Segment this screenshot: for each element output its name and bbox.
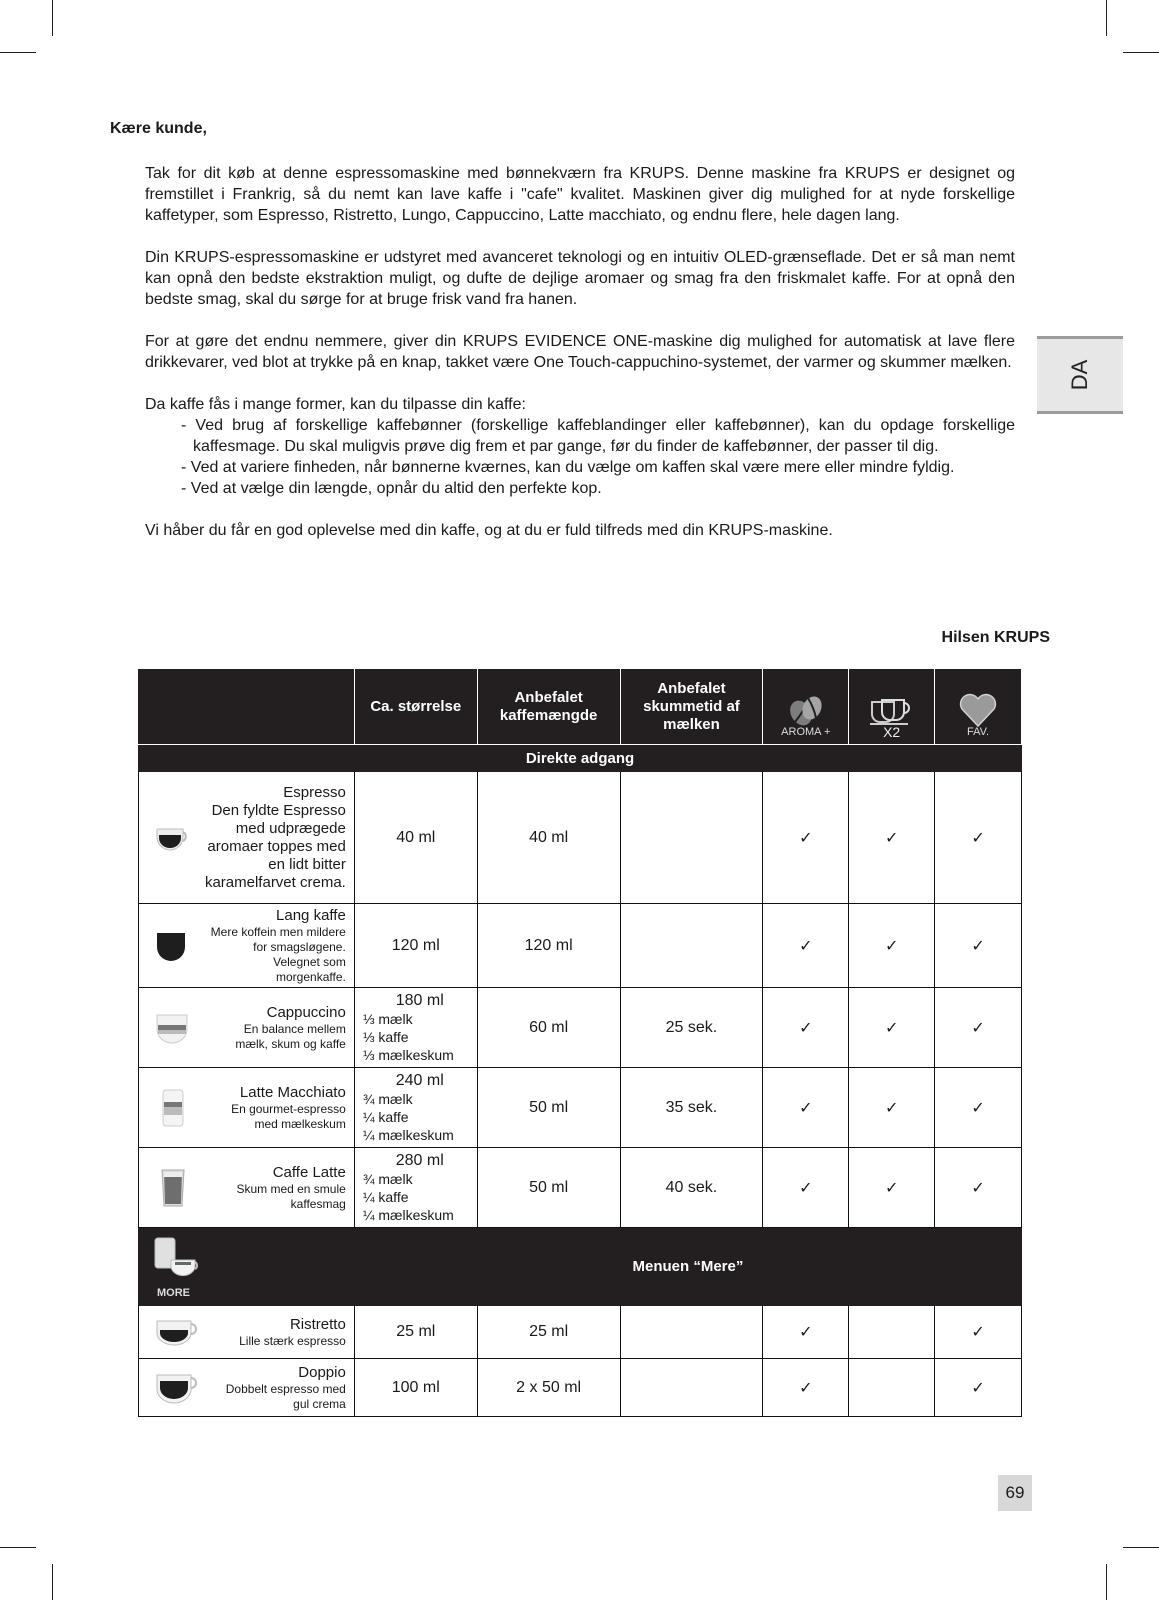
x2-check: ✓ [849, 772, 935, 904]
drink-name: Latte Macchiato [239, 1083, 346, 1101]
fav-check: ✓ [935, 1359, 1022, 1417]
drink-cell [139, 904, 355, 988]
crop-mark [1106, 0, 1107, 36]
fav-check: ✓ [935, 904, 1022, 988]
aroma-check: ✓ [763, 904, 849, 988]
crop-mark [1123, 52, 1159, 53]
paragraph-2: Din KRUPS-espressomaskine er udstyret med avanceret teknologi og en intuitiv OLED-grænseflade. Det er så man nemt kan opnå den bedste ekstraktion muligt, og dufte de dejlige aromaer og smag fra den friskmalet kaffe. For at opnå den bedste smag, skal du sørge for at bruge frisk vand fra hanen. [145, 249, 1015, 308]
drink-cell [139, 1148, 355, 1228]
fav-check: ✓ [935, 988, 1022, 1068]
signature: Hilsen KRUPS [941, 629, 1050, 646]
table-row [139, 1148, 1022, 1228]
list-item: - Ved brug af forskellige kaffebønner (forskellige kaffeblandinger eller kaffebønner), kan du opdage forskellige kaffesmage. Du skal muligvis prøve dig frem et par gange, før du finder de kaffebønner, der passer til dig. [181, 417, 1015, 455]
header-aroma [763, 669, 849, 745]
size-cell [354, 988, 477, 1068]
list-item: - Ved at vælge din længde, opnår du altid den perfekte kop. [181, 480, 602, 497]
size-total: 180 ml [395, 991, 444, 1009]
header-x2 [849, 669, 935, 745]
table-row [139, 1306, 1022, 1359]
foam-time-cell [620, 1359, 763, 1417]
x2-check-empty [849, 1306, 935, 1359]
coffee-amount-cell: 25 ml [477, 1306, 620, 1359]
size-cell: 120 ml [354, 904, 477, 988]
header-coffee-amount: Anbefalet kaffemængde [477, 669, 620, 745]
coffee-amount-cell: 120 ml [477, 904, 620, 988]
coffee-amount-cell: 50 ml [477, 1148, 620, 1228]
table-header-row [139, 669, 1022, 745]
size-part: ¼ mælkeskum [362, 1206, 454, 1223]
ristretto-cup-icon [153, 1317, 203, 1347]
fav-label: FAV. [967, 726, 990, 738]
size-part: ¼ kaffe [362, 1108, 409, 1125]
coffee-amount-cell: 2 x 50 ml [477, 1359, 620, 1417]
drink-description: Dobbelt espresso med gul crema [225, 1381, 346, 1411]
foam-time-cell [620, 904, 763, 988]
coffee-amount-cell: 50 ml [477, 1068, 620, 1148]
crop-mark [52, 0, 53, 36]
crop-mark [1123, 1547, 1159, 1548]
crop-mark [0, 52, 36, 53]
foam-time-cell: 40 sek. [620, 1148, 763, 1228]
x2-check: ✓ [849, 988, 935, 1068]
size-cell [354, 1148, 477, 1228]
more-menu-icon-cell [139, 1228, 355, 1306]
foam-time-cell: 25 sek. [620, 988, 763, 1068]
long-coffee-cup-icon [153, 929, 193, 963]
size-part: ¼ mælkeskum [362, 1126, 454, 1143]
section-title: Direkte adgang [139, 745, 1022, 772]
size-cell: 100 ml [354, 1359, 477, 1417]
espresso-cup-icon [153, 823, 193, 853]
aroma-check: ✓ [763, 1359, 849, 1417]
aroma-check: ✓ [763, 988, 849, 1068]
section-title: Menuen “Mere” [354, 1228, 1021, 1306]
foam-time-cell [620, 1306, 763, 1359]
size-part: ⅓ mælkeskum [362, 1046, 454, 1063]
drink-description: Den fyldte Espresso med udprægede aromaer toppes med en lidt bitter karamelfarvet crema. [204, 801, 346, 891]
language-tab [1037, 336, 1123, 414]
size-cell [354, 1068, 477, 1148]
drink-cell [139, 1306, 355, 1359]
drink-description: Mere koffein men mildere for smagsløgene. Velegnet som morgenkaffe. [210, 924, 346, 984]
drink-name: Lang kaffe [276, 906, 346, 924]
doppio-cup-icon [153, 1371, 203, 1405]
paragraph-4-intro: Da kaffe fås i mange former, kan du tilpasse din kaffe: [145, 396, 526, 413]
coffee-amount-cell: 60 ml [477, 988, 620, 1068]
drink-description: En gourmet-espresso med mælkeskum [231, 1101, 346, 1131]
fav-check: ✓ [935, 1068, 1022, 1148]
drink-name: Espresso [283, 783, 346, 801]
page-number: 69 [998, 1475, 1032, 1511]
language-tab-label: DA [1067, 359, 1092, 391]
x2-label: X2 [883, 724, 901, 740]
crop-mark [1106, 1564, 1107, 1600]
x2-check: ✓ [849, 1068, 935, 1148]
header-blank [139, 669, 355, 745]
more-drinks-icon [149, 1236, 205, 1280]
closing-paragraph: Vi håber du får en god oplevelse med din kaffe, og at du er fuld tilfreds med din KRUPS-maskine. [145, 522, 833, 539]
table-row [139, 988, 1022, 1068]
greeting: Kære kunde, [110, 120, 207, 137]
drink-name: Caffe Latte [272, 1163, 346, 1181]
list-item: - Ved at variere finheden, når bønnerne kværnes, kan du vælge om kaffen skal være mere eller mindre fyldig. [181, 459, 955, 476]
drink-cell [139, 1359, 355, 1417]
more-caption: MORE [157, 1287, 190, 1299]
header-fav [935, 669, 1022, 745]
size-part: ¼ kaffe [362, 1188, 409, 1205]
size-cell: 40 ml [354, 772, 477, 904]
size-part: ⅓ kaffe [362, 1028, 409, 1045]
table-row [139, 1359, 1022, 1417]
crop-mark [0, 1547, 36, 1548]
drink-cell [139, 1068, 355, 1148]
size-cell: 25 ml [354, 1306, 477, 1359]
header-foam-time: Anbefalet skummetid af mælken [620, 669, 763, 745]
size-part: ¾ mælk [362, 1090, 413, 1107]
foam-time-cell: 35 sek. [620, 1068, 763, 1148]
x2-check-empty [849, 1359, 935, 1417]
size-part: ⅓ mælk [362, 1010, 413, 1027]
cappuccino-cup-icon [153, 1011, 193, 1045]
letter-body [145, 163, 1015, 562]
beverage-table [138, 668, 1022, 1417]
drink-name: Cappuccino [266, 1003, 346, 1021]
table-row [139, 1068, 1022, 1148]
crop-mark [52, 1564, 53, 1600]
aroma-check: ✓ [763, 1306, 849, 1359]
paragraph-1: Tak for dit køb at denne espressomaskine med bønnekværn fra KRUPS. Denne maskine fra KRUPS er designet og fremstillet i Frankrig, så du nemt kan lave kaffe i "cafe" kvalitet. Maskinen giver dig mulighed for at nyde forskellige kaffetyper, som Espresso, Ristretto, Lungo, Cappuccino, Latte macchiato, og endnu flere, hele dagen lang. [145, 165, 1015, 224]
drink-name: Doppio [298, 1363, 346, 1381]
table-row [139, 904, 1022, 988]
drink-cell [139, 988, 355, 1068]
section-row-more [139, 1228, 1022, 1306]
fav-check: ✓ [935, 1306, 1022, 1359]
header-size: Ca. størrelse [354, 669, 477, 745]
x2-check: ✓ [849, 1148, 935, 1228]
x2-check: ✓ [849, 904, 935, 988]
table-row [139, 772, 1022, 904]
caffe-latte-glass-icon [153, 1168, 193, 1208]
latte-macchiato-glass-icon [153, 1088, 193, 1128]
aroma-check: ✓ [763, 1148, 849, 1228]
drink-description: En balance mellem mælk, skum og kaffe [235, 1021, 346, 1051]
size-part: ¾ mælk [362, 1170, 413, 1187]
tips-list [169, 415, 1015, 499]
size-total: 240 ml [395, 1071, 444, 1089]
coffee-amount-cell: 40 ml [477, 772, 620, 904]
size-total: 280 ml [395, 1151, 444, 1169]
drink-name: Ristretto [289, 1315, 346, 1333]
foam-time-cell [620, 772, 763, 904]
drink-cell [139, 772, 355, 904]
drink-description: Skum med en smule kaffesmag [236, 1181, 346, 1211]
section-row-direct [139, 745, 1022, 772]
paragraph-3: For at gøre det endnu nemmere, giver din KRUPS EVIDENCE ONE-maskine dig mulighed for automatisk at lave flere drikkevarer, ved blot at trykke på en knap, takket være One Touch-cappuchino-systemet, der varmer og skummer mælken. [145, 333, 1015, 371]
fav-check: ✓ [935, 1148, 1022, 1228]
drink-description: Lille stærk espresso [239, 1333, 346, 1348]
aroma-check: ✓ [763, 772, 849, 904]
aroma-label: AROMA + [781, 726, 831, 738]
aroma-check: ✓ [763, 1068, 849, 1148]
fav-check: ✓ [935, 772, 1022, 904]
